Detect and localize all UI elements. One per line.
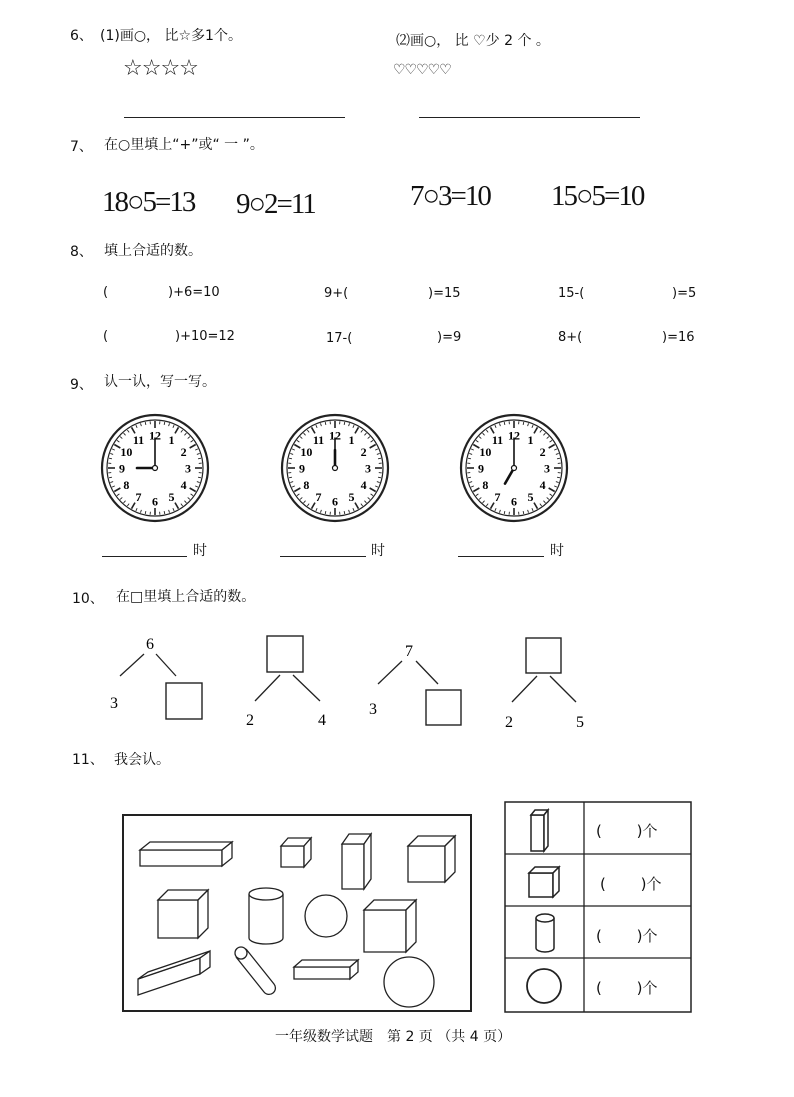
clock-numeral: 10 bbox=[300, 445, 313, 459]
clock-numeral: 7 bbox=[135, 490, 142, 505]
clock-center-pin bbox=[153, 466, 158, 471]
clock-tick bbox=[325, 511, 326, 514]
q8-r1c1-right: )+6=10 bbox=[168, 285, 220, 300]
clock-tick bbox=[145, 511, 146, 514]
bond-tree-1 bbox=[110, 636, 202, 719]
clock-numeral: 12 bbox=[329, 428, 341, 443]
solid-cylinder bbox=[249, 888, 283, 944]
clock-numeral: 7 bbox=[494, 490, 501, 505]
clock-numeral: 6 bbox=[332, 494, 338, 509]
q8-r2c3-left: 8+( bbox=[558, 330, 583, 345]
q8-r1c3-left: 15-( bbox=[558, 286, 585, 301]
clock-2 bbox=[280, 413, 390, 523]
q6-number: 6、 bbox=[70, 28, 93, 44]
clock-numeral: 12 bbox=[149, 428, 161, 443]
bond-3-left: 3 bbox=[369, 701, 377, 718]
count-cylinder[interactable]: ( )个 bbox=[596, 927, 658, 945]
clock-tick bbox=[378, 458, 381, 459]
q10-instruction: 在□里填上合适的数。 bbox=[116, 589, 256, 605]
clock-1-unit: 时 bbox=[193, 543, 207, 559]
solid-small-cube bbox=[281, 838, 311, 867]
clock-numeral: 3 bbox=[365, 461, 371, 476]
clock-numeral: 5 bbox=[527, 490, 534, 505]
clock-numeral: 11 bbox=[132, 432, 145, 447]
clock-tick bbox=[109, 477, 112, 478]
cylinder-icon bbox=[536, 914, 554, 952]
bond-1-answer-box[interactable] bbox=[166, 683, 202, 719]
clock-numeral: 1 bbox=[168, 432, 175, 447]
bond-1-top: 6 bbox=[146, 636, 154, 653]
bond-tree-4 bbox=[505, 638, 584, 731]
clock-tick bbox=[468, 477, 471, 478]
clock-numeral: 6 bbox=[152, 494, 158, 509]
clock-numeral: 8 bbox=[123, 478, 130, 492]
bond-3-answer-box[interactable] bbox=[426, 690, 461, 725]
q8-number: 8、 bbox=[70, 244, 93, 260]
clock-tick bbox=[109, 458, 112, 459]
q9-number: 9、 bbox=[70, 377, 93, 393]
clock-tick bbox=[325, 422, 326, 425]
clock-numeral: 6 bbox=[511, 494, 517, 509]
q7-equation-1: 18○5=13 bbox=[102, 186, 195, 218]
clock-numeral: 11 bbox=[312, 432, 325, 447]
q6-answer-line-2[interactable] bbox=[419, 117, 640, 118]
q8-r2c3-right: )=16 bbox=[662, 330, 695, 345]
q7-equation-4: 15○5=10 bbox=[551, 180, 644, 212]
q8-instruction: 填上合适的数。 bbox=[104, 243, 202, 259]
count-cuboid[interactable]: ( )个 bbox=[596, 822, 658, 840]
clock-center-pin bbox=[512, 466, 517, 471]
clock-2-unit: 时 bbox=[371, 543, 385, 559]
q8-r2c2-right: )=9 bbox=[437, 330, 462, 345]
clock-tick bbox=[378, 477, 381, 478]
clock-1-answer-line[interactable] bbox=[102, 556, 187, 557]
page-footer: 一年级数学试题 第 2 页 （共 4 页） bbox=[275, 1029, 512, 1045]
solids-picture bbox=[122, 814, 472, 1012]
clock-tick bbox=[198, 477, 201, 478]
q9-instruction: 认一认，写一写。 bbox=[104, 374, 216, 390]
clock-numeral: 1 bbox=[348, 432, 355, 447]
clock-tick bbox=[523, 422, 524, 425]
clock-1 bbox=[100, 413, 210, 523]
q7-number: 7、 bbox=[70, 139, 93, 155]
clock-numeral: 1 bbox=[527, 432, 534, 447]
clock-numeral: 2 bbox=[180, 445, 187, 459]
clock-numeral: 4 bbox=[539, 478, 546, 492]
bond-tree-3 bbox=[369, 643, 461, 725]
bond-2-answer-box[interactable] bbox=[267, 636, 303, 672]
clock-numeral: 10 bbox=[479, 445, 492, 459]
solid-right-cube bbox=[408, 836, 455, 882]
solid-left-cube bbox=[158, 890, 208, 938]
clock-3 bbox=[459, 413, 569, 523]
clock-tick bbox=[164, 422, 165, 425]
count-sphere[interactable]: ( )个 bbox=[596, 979, 658, 997]
q7-equation-3: 7○3=10 bbox=[410, 180, 490, 212]
solid-big-sphere bbox=[384, 957, 434, 1007]
clock-numeral: 11 bbox=[491, 432, 504, 447]
clock-numeral: 3 bbox=[185, 461, 191, 476]
solid-tall-cuboid bbox=[342, 834, 371, 889]
clock-numeral: 8 bbox=[482, 478, 489, 492]
clock-tick bbox=[344, 511, 345, 514]
clock-tick bbox=[504, 511, 505, 514]
clock-tick bbox=[198, 458, 201, 459]
solid-flat-cuboid bbox=[294, 960, 358, 979]
clock-tick bbox=[523, 511, 524, 514]
clock-numeral: 10 bbox=[120, 445, 133, 459]
clock-numeral: 4 bbox=[180, 478, 187, 492]
clock-tick bbox=[164, 511, 165, 514]
q8-r2c1-left: ( bbox=[103, 329, 109, 344]
q7-instruction: 在○里填上“+”或“ 一 ”。 bbox=[104, 137, 264, 153]
q11-number: 11、 bbox=[72, 752, 104, 768]
q7-equation-2: 9○2=11 bbox=[236, 188, 315, 220]
q8-r1c3-right: )=5 bbox=[672, 286, 697, 301]
clock-tick bbox=[504, 422, 505, 425]
clock-numeral: 12 bbox=[508, 428, 520, 443]
clock-numeral: 9 bbox=[478, 461, 484, 476]
clock-tick bbox=[557, 458, 560, 459]
q6-stars: ☆☆☆☆ bbox=[123, 56, 198, 81]
clock-center-pin bbox=[333, 466, 338, 471]
clock-numeral: 5 bbox=[348, 490, 355, 505]
bond-2-left: 2 bbox=[246, 712, 254, 729]
q8-r1c2-left: 9+( bbox=[324, 286, 349, 301]
number-bonds bbox=[100, 628, 620, 738]
q8-r2c1-right: )+10=12 bbox=[175, 329, 235, 344]
clock-tick bbox=[344, 422, 345, 425]
solid-middle-cube bbox=[364, 900, 416, 952]
clock-numeral: 9 bbox=[119, 461, 125, 476]
clock-tick bbox=[289, 477, 292, 478]
q10-number: 10、 bbox=[72, 591, 104, 607]
bond-3-top: 7 bbox=[405, 643, 413, 660]
q8-r1c1-left: ( bbox=[103, 285, 109, 300]
clock-numeral: 8 bbox=[303, 478, 310, 492]
clock-tick bbox=[557, 477, 560, 478]
bond-tree-2 bbox=[246, 636, 326, 729]
clock-numeral: 7 bbox=[315, 490, 322, 505]
count-cube[interactable]: ( )个 bbox=[600, 875, 662, 893]
clock-numeral: 5 bbox=[168, 490, 175, 505]
cube-icon bbox=[529, 867, 559, 897]
clock-tick bbox=[145, 422, 146, 425]
clock-tick bbox=[289, 458, 292, 459]
bond-4-right: 5 bbox=[576, 714, 584, 731]
solid-long-cuboid bbox=[140, 842, 232, 866]
clock-3-unit: 时 bbox=[550, 543, 564, 559]
q6-hearts: ♡♡♡♡♡ bbox=[393, 62, 451, 78]
clock-numeral: 4 bbox=[360, 478, 367, 492]
q11-instruction: 我会认。 bbox=[114, 752, 170, 768]
clock-numeral: 3 bbox=[544, 461, 550, 476]
clock-tick bbox=[468, 458, 471, 459]
clock-numeral: 9 bbox=[299, 461, 305, 476]
clock-2-answer-line[interactable] bbox=[280, 556, 366, 557]
q6-part1-text: (1)画○， 比☆多1个。 bbox=[100, 28, 242, 44]
solid-small-sphere bbox=[305, 895, 347, 937]
bond-1-left: 3 bbox=[110, 695, 118, 712]
q8-r1c2-right: )=15 bbox=[428, 286, 461, 301]
q6-part2-text: ⑵画○， 比 ♡少 2 个 。 bbox=[396, 33, 550, 49]
q8-r2c2-left: 17-( bbox=[326, 331, 353, 346]
bond-4-left: 2 bbox=[505, 714, 513, 731]
q6-answer-line-1[interactable] bbox=[124, 117, 345, 118]
bond-2-right: 4 bbox=[318, 712, 326, 729]
cuboid-icon bbox=[531, 810, 548, 851]
bond-4-answer-box[interactable] bbox=[526, 638, 561, 673]
clock-numeral: 2 bbox=[360, 445, 367, 459]
sphere-icon bbox=[527, 969, 561, 1003]
clock-numeral: 2 bbox=[539, 445, 546, 459]
clock-3-answer-line[interactable] bbox=[458, 556, 544, 557]
